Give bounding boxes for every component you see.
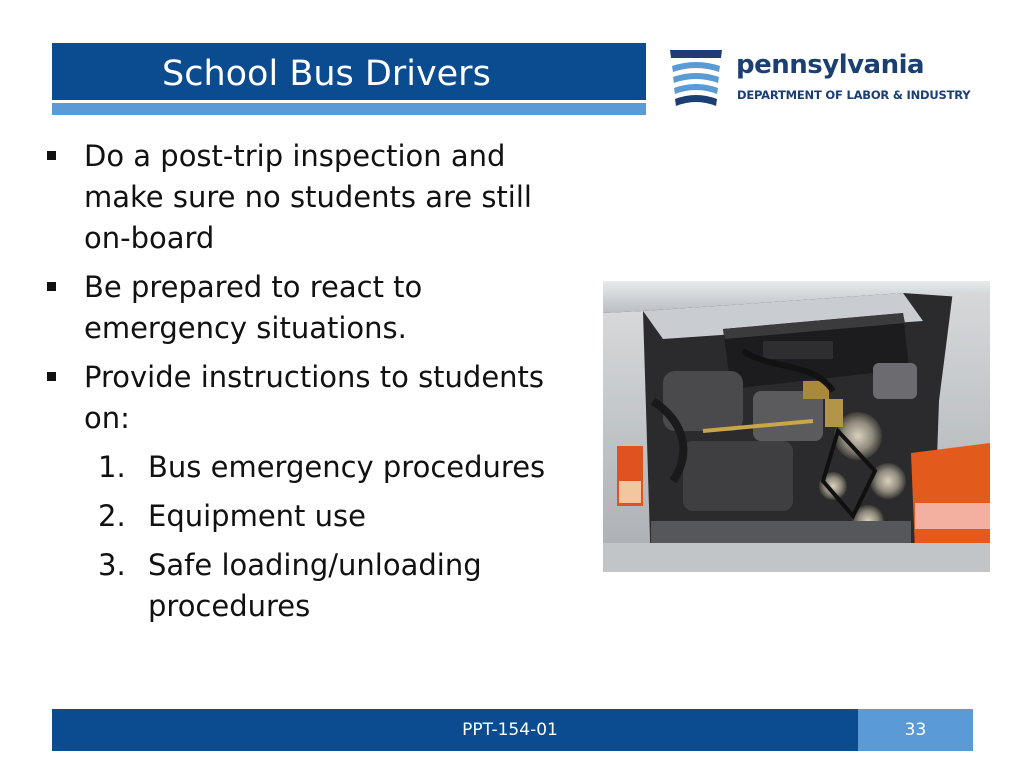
square-bullet-icon [47,151,56,160]
square-bullet-icon [47,372,56,381]
logo-name: pennsylvania [736,50,925,80]
bullet-text: Be prepared to react to emergency situations. [84,270,423,345]
page-number: 33 [904,720,927,740]
numbered-text: Equipment use [148,499,366,533]
bus-engine-photo [603,281,990,572]
footer-code: PPT-154-01 [462,720,558,740]
title-accent-bar [52,103,646,115]
bullet-text: Provide instructions to students on: [84,360,545,435]
square-bullet-icon [47,282,56,291]
item-number: 2. [98,499,126,533]
numbered-item [44,496,564,537]
bullet-item [44,267,564,349]
logo-department: DEPARTMENT OF LABOR & INDUSTRY [737,88,971,102]
bullet-item [44,357,564,439]
engine-compartment-image [603,281,990,572]
numbered-item [44,545,564,627]
numbered-text: Bus emergency procedures [148,450,546,484]
item-number: 1. [98,450,126,484]
slide-content [44,136,564,635]
bullet-item [44,136,564,259]
slide-title: School Bus Drivers [162,54,491,94]
numbered-item [44,447,564,488]
bullet-text: Do a post-trip inspection and make sure no students are still on-board [84,139,532,255]
pennsylvania-logo [664,43,994,113]
item-number: 3. [98,548,126,582]
numbered-text: Safe loading/unloading procedures [148,548,482,623]
keystone-icon [664,46,728,112]
numbered-list [44,447,564,627]
